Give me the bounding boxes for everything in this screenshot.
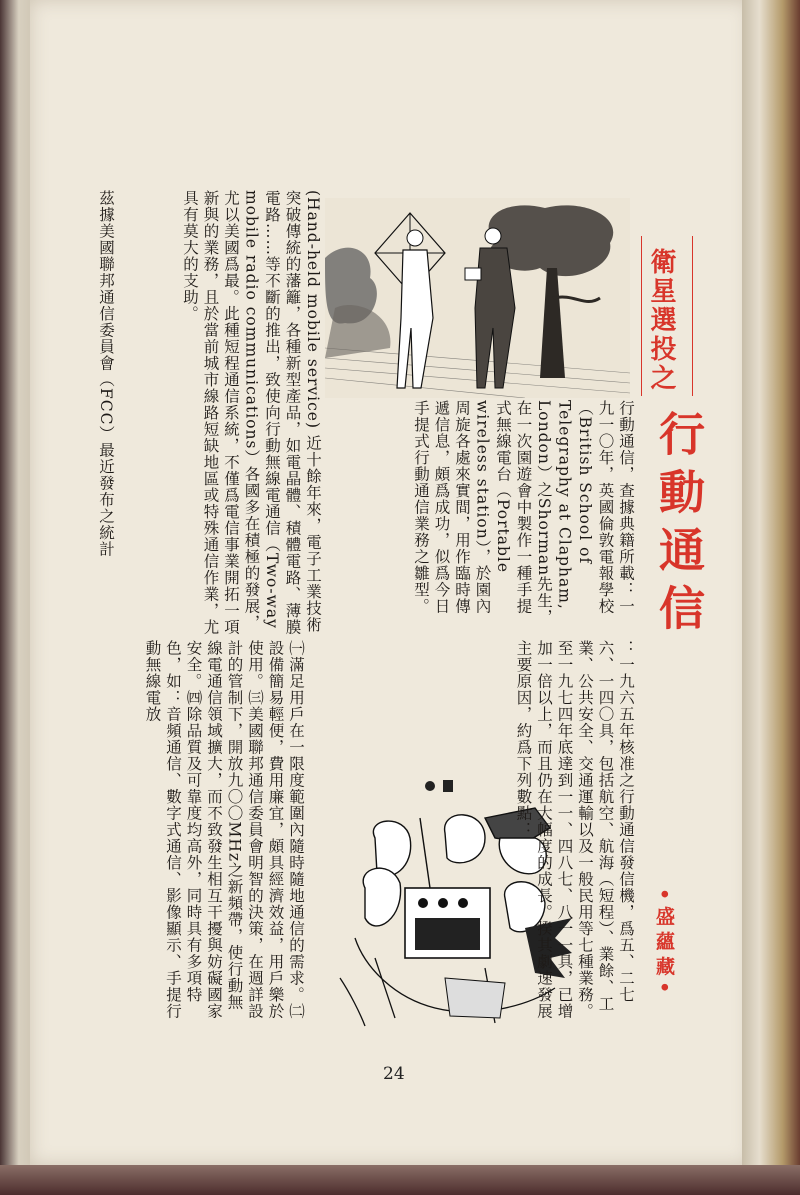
text-column-4: ：一九六五年核准之行動通信發信機，爲五、二七六、一四〇具，包括航空、航海（短程）、業餘、工業、公共安全、交通運輸以及一般民用等七種業務。至一九七四年底達到一一、四八七、八一一具，已增加一倍以上，而且仍在大幅度的成長。揆其劇速發展主要原因，約爲下列數點： <box>514 640 635 1020</box>
book-bottom-edge <box>0 1165 800 1195</box>
page-number: 24 <box>383 1064 405 1084</box>
text-column-5: ㈠滿足用戶在一限度範圍內隨時隨地通信的需求。㈡設備簡易輕便，費用廉宜，頗具經濟效益，用戶樂於使用。㈢美國聯邦通信委員會明智的決策，在週詳設計的管制下，開放九〇〇MHz之新頻帶，使行動無線電通信領域擴大，而不致發生相互干擾與妨礙國家安全。㈣除品質及可靠度均高外，同時具有多項特色，如：音頻通信、數字式通信、影像顯示、手提行動無線電放 <box>143 640 305 1020</box>
illustration-wireless-demo <box>325 198 630 398</box>
text-column-2: (Hand-held mobile service) 近十餘年來，電子工業技術突破傳統的藩籬，各種新型產品，如電晶體、積體電路、薄膜電路……等不斷的推出，致使向行動無線電通信（Two-way mobile radio communications）各國多在積極的發展，尤以美國爲最。此種短程通信系統，不僅爲電信事業開拓一項新與的業務，且於當前城市線路短缺地區或特殊通信作業，尤具有莫大的支助。 <box>181 190 322 636</box>
article-author: •盛蘊藏• <box>653 888 675 1000</box>
text-column-3: 茲據美國聯邦通信委員會（FCC）最近發布之統計 <box>97 190 115 558</box>
title-border-left <box>641 236 642 396</box>
text-column-1: 行動通信，查據典籍所載：一九一〇年，英國倫敦電報學校（British School of Telegraphy at Clapham, London）之Shorman先生，在一次園遊會中製作一種手提式無線電台（Portable wireless station），於園內周旋各處來實間，用作臨時傳遞信息，頗爲成功，似爲今日手提式行動通信業務之雛型。 <box>412 400 635 626</box>
book-edge-right <box>742 0 800 1195</box>
title-border-right <box>692 236 693 396</box>
article-subtitle: 衛星選投之 <box>646 248 676 393</box>
book-spine-left <box>0 0 34 1195</box>
article-title: 行動通信 <box>652 410 706 642</box>
